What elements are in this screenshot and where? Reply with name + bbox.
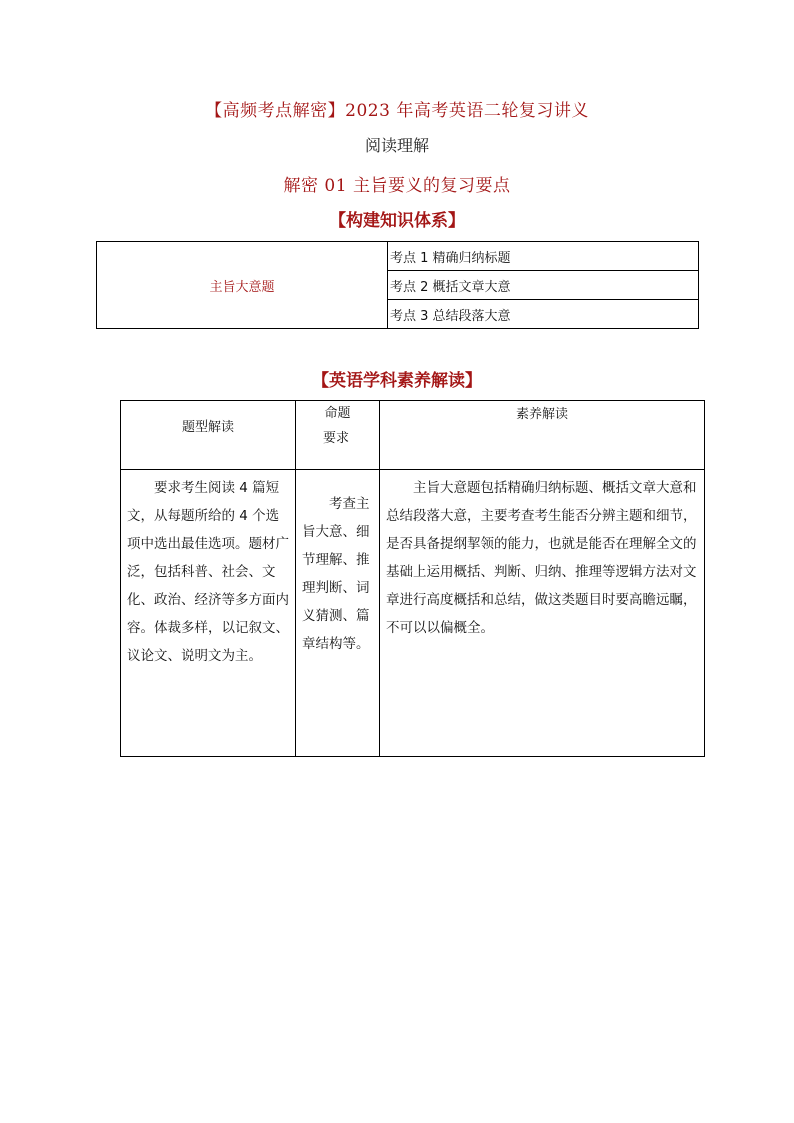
point-cell: 考点 3 总结段落大意 [388, 300, 699, 329]
category-cell: 主旨大意题 [97, 242, 388, 329]
document-subtitle: 阅读理解 [364, 136, 429, 155]
header-requirements [296, 401, 380, 470]
knowledge-system-heading: 【构建知识体系】 [329, 211, 465, 231]
header-requirements-line1: 命题 [324, 406, 351, 421]
header-requirements-line2: 要求 [323, 431, 350, 446]
cell-requirements: 考查主旨大意、细节理解、推理判断、词义猜测、篇章结构等。 [296, 470, 380, 757]
point-cell: 考点 2 概括文章大意 [388, 271, 699, 300]
cell-question-type: 要求考生阅读 4 篇短文，从每题所给的 4 个选项中选出最佳选项。题材广泛，包括科普、社会、文化、政治、经济等多方面内容。体裁多样，以记叙文、议论文、说明文为主。 [121, 470, 296, 757]
table-row [97, 242, 699, 271]
point-cell: 考点 1 精确归纳标题 [388, 242, 699, 271]
section-title: 解密 01 主旨要义的复习要点 [283, 176, 511, 196]
header-literacy: 素养解读 [380, 401, 705, 470]
table-row [121, 470, 705, 757]
literacy-heading: 【英语学科素养解读】 [312, 371, 482, 391]
knowledge-table [96, 241, 699, 329]
literacy-table [120, 400, 705, 757]
document-title: 【高频考点解密】2023 年高考英语二轮复习讲义 [205, 101, 589, 121]
table-header-row [121, 401, 705, 470]
cell-literacy: 主旨大意题包括精确归纳标题、概括文章大意和总结段落大意，主要考查考生能否分辨主题和细节，是否具备提纲挈领的能力，也就是能否在理解全文的基础上运用概括、判断、归纳、推理等逻辑方法对文章进行高度概括和总结，做这类题目时要高瞻远瞩，不可以以偏概全。 [380, 470, 705, 757]
header-question-type: 题型解读 [121, 401, 296, 470]
